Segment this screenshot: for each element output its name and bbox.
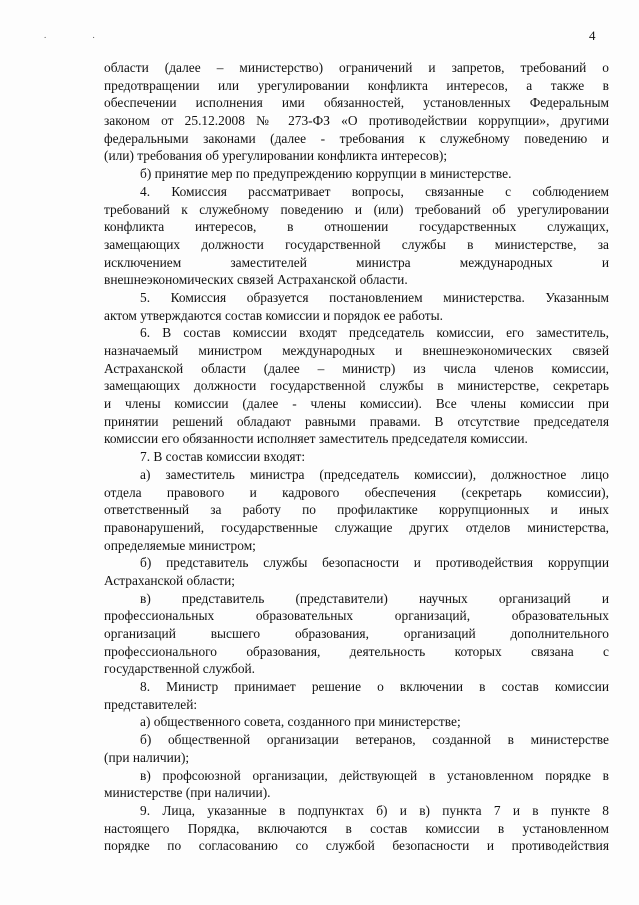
text-line: (при наличии); <box>104 749 190 765</box>
text-line: федеральными законами (далее - требования к служебному поведению и <box>104 130 609 146</box>
text-line: и члены комиссии (далее - члены комиссии). Все члены комиссии при <box>104 396 609 412</box>
text-line: назначаемый министром международных и внешнеэкономических связей <box>104 343 609 358</box>
text-line: 6. В состав комиссии входят председатель комиссии, его заместитель, <box>140 325 609 341</box>
text-line: б) принятие мер по предупреждению коррупции в министерстве. <box>140 166 512 182</box>
text-line: требований к служебному поведению и (или) требований об урегулировании <box>104 201 609 217</box>
text-line: обеспечении исполнения ими обязанностей, установленных Федеральным <box>104 95 609 111</box>
text-line: Астраханской области; <box>104 572 236 588</box>
text-line: предотвращении или урегулировании конфликта интересов, а также в <box>104 77 609 93</box>
text-line: конфликта интересов, в отношении государственных служащих, <box>104 219 609 235</box>
text-line: области (далее – министерство) ограничений и запретов, требований о <box>104 60 609 75</box>
text-line: ответственный за работу по профилактике коррупционных и иных <box>104 502 609 518</box>
page-number: 4 <box>589 28 596 43</box>
text-line: замещающих должности государственной службы в министерстве, за <box>104 236 609 252</box>
text-line: государственной службой. <box>104 661 256 677</box>
text-line: комиссии его обязанности исполняет заместитель председателя комиссии. <box>104 431 528 447</box>
text-line: отдела правового и кадрового обеспечения (секретарь комиссии), <box>104 484 609 500</box>
text-line: порядке по согласованию со службой безопасности и противодействия <box>104 838 609 854</box>
text-line: 5. Комиссия образуется постановлением министерства. Указанным <box>140 289 609 305</box>
text-line: б) представитель службы безопасности и противодействия коррупции <box>140 555 609 571</box>
text-line: б) общественной организации ветеранов, созданной в министерстве <box>140 732 609 748</box>
text-line: определяемые министром; <box>104 537 256 553</box>
text-line: 7. В состав комиссии входят: <box>140 449 306 465</box>
text-line: замещающих должности государственной службы в министерстве, секретарь <box>104 378 609 394</box>
text-line: Астраханской области (далее – министр) из числа членов комиссии, <box>104 360 609 376</box>
text-line: 8. Министр принимает решение о включении в состав комиссии <box>140 679 609 695</box>
text-line: законом от 25.12.2008 № 273-ФЗ «О противодействии коррупции», другими <box>104 113 609 129</box>
text-line: 4. Комиссия рассматривает вопросы, связанные с соблюдением <box>140 183 609 199</box>
text-line: представителей: <box>104 696 198 712</box>
text-line: 9. Лица, указанные в подпунктах б) и в) пункта 7 и в пункте 8 <box>140 802 609 818</box>
text-line: внешнеэкономических связей Астраханской области. <box>104 272 408 288</box>
text-line: в) профсоюзной организации, действующей в установленном порядке в <box>140 767 609 783</box>
text-line: принятии решений обладают равными правами. В отсутствие председателя <box>104 413 609 429</box>
text-line: профессиональных образовательных организаций, образовательных <box>104 608 609 624</box>
text-line: министерстве (при наличии). <box>104 785 271 801</box>
text-line: а) общественного совета, созданного при министерстве; <box>140 714 461 730</box>
text-line: в) представитель (представители) научных организаций и <box>140 590 609 606</box>
text-line: а) заместитель министра (председатель комиссии), должностное лицо <box>140 466 609 482</box>
text-line: актом утверждаются состав комиссии и порядок ее работы. <box>104 307 443 323</box>
text-line: настоящего Порядка, включаются в состав комиссии в установленном <box>104 820 609 836</box>
text-line: (или) требования об урегулировании конфликта интересов); <box>104 148 448 164</box>
text-line: исключением заместителей министра международных и <box>104 254 609 270</box>
text-line: организаций высшего образования, организаций дополнительного <box>104 626 609 641</box>
scan-specks: . . <box>44 30 117 40</box>
text-line: правонарушений, государственные служащие других отделов министерства, <box>104 519 609 535</box>
text-line: профессионального образования, деятельность которых связана с <box>104 643 609 659</box>
body-text <box>104 59 609 855</box>
